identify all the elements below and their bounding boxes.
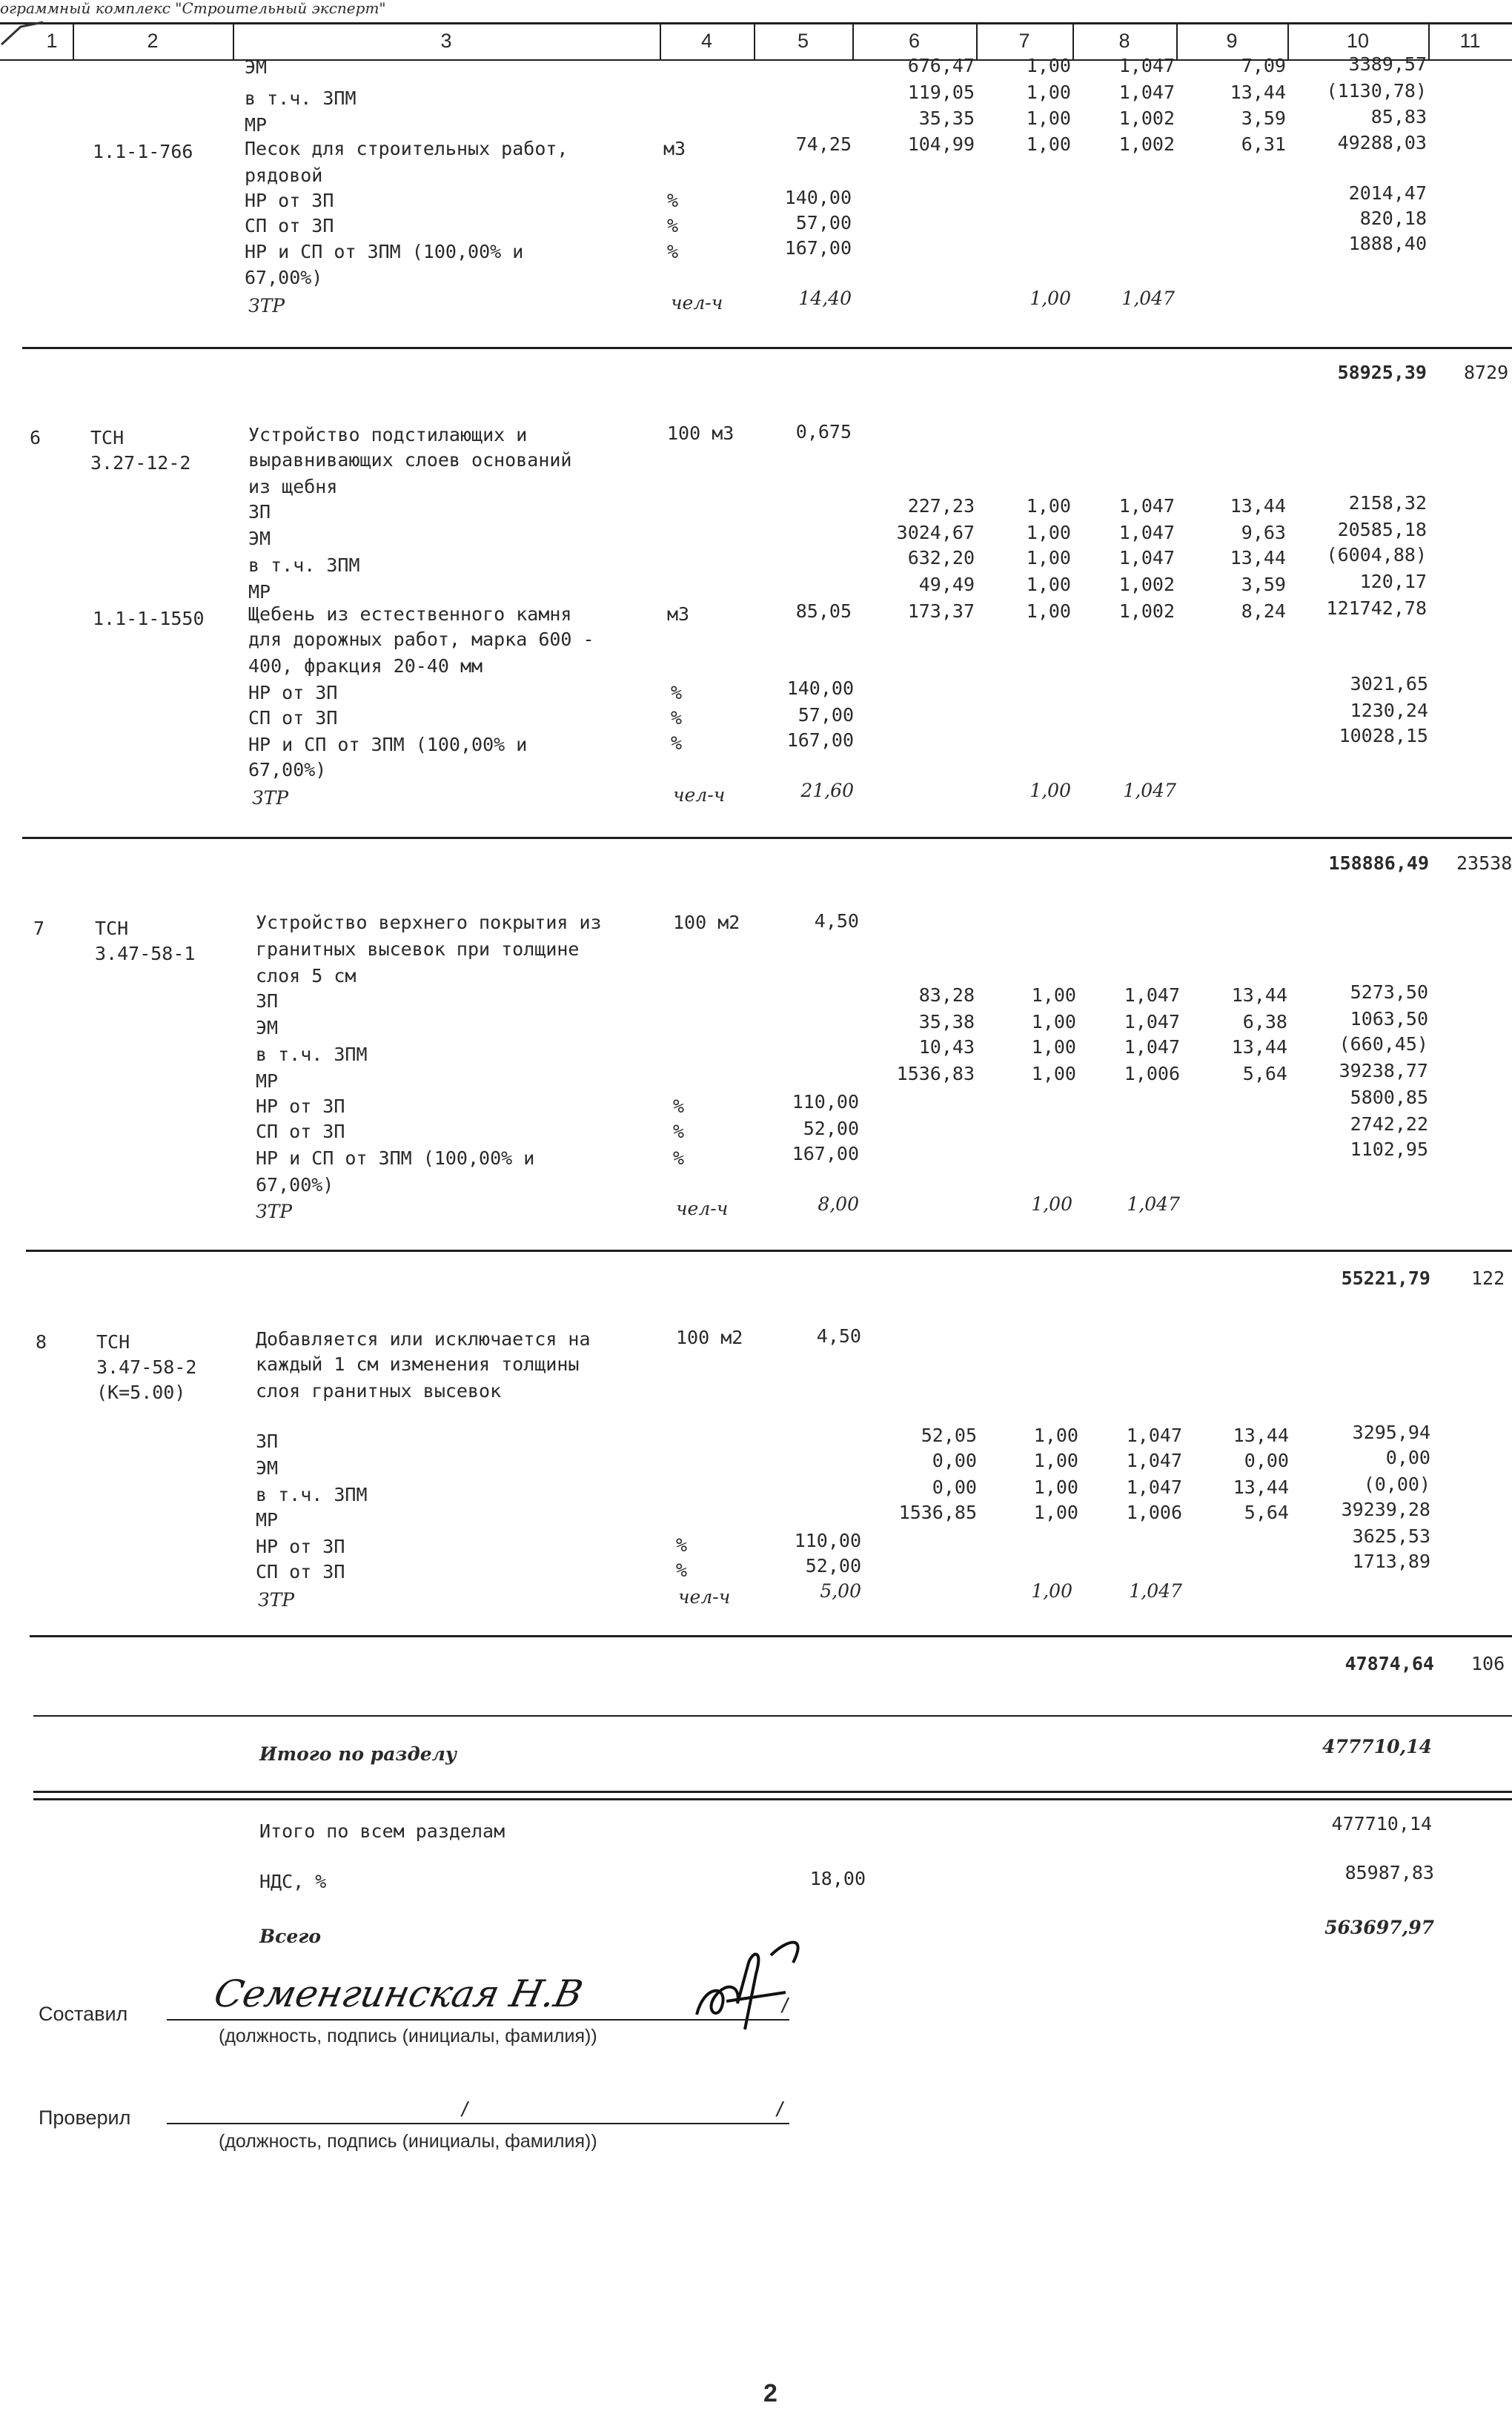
cell-c8: 1,047	[1118, 522, 1175, 543]
cell-c10: 1888,40	[1348, 233, 1427, 254]
cell-c7: 1,00	[1033, 1476, 1078, 1498]
cell-c7: 1,00	[1031, 1580, 1072, 1602]
checked-hint: (должность, подпись (инициалы, фамилия))	[219, 2131, 597, 2152]
cell-qty: 140,00	[784, 187, 852, 208]
cell-c8: 1,047	[1129, 1580, 1182, 1602]
cell-c7: 1,00	[1026, 107, 1071, 129]
cell-unit: %	[673, 1147, 685, 1169]
cell-c10: 820,18	[1359, 208, 1427, 229]
cell-c10: (660,45)	[1339, 1033, 1428, 1055]
row-name: ЗТР	[252, 787, 289, 809]
composed-label: Составил	[39, 2003, 128, 2025]
cell-c8: 1,002	[1118, 133, 1175, 155]
cell-c6: 1536,83	[896, 1063, 975, 1084]
cell-c7: 1,00	[1031, 1036, 1076, 1058]
item-title: каждый 1 см изменения толщины	[256, 1353, 580, 1375]
row-name: НР и СП от ЗПМ (100,00% и	[245, 241, 524, 262]
material-code: 1.1-1-766	[93, 141, 193, 162]
row-name: ЭМ	[245, 56, 268, 78]
section-rule	[22, 347, 1512, 349]
cell-c7: 1,00	[1026, 547, 1071, 569]
col-header-2: 2	[147, 30, 159, 52]
cell-c8: 1,047	[1126, 1425, 1182, 1446]
cell-c6: 119,05	[907, 82, 975, 103]
checked-label: Проверил	[39, 2107, 131, 2129]
cell-qty: 74,25	[795, 133, 852, 155]
cell-c10: 39239,28	[1341, 1499, 1430, 1520]
section-rule	[22, 837, 1512, 839]
cell-unit: %	[667, 215, 679, 236]
section-total-label: Итого по разделу	[259, 1743, 457, 1765]
cell-c9: 13,44	[1231, 1036, 1287, 1058]
cell-c10: 3295,94	[1352, 1422, 1430, 1443]
cell-qty: 14,40	[798, 288, 852, 309]
cell-c8: 1,047	[1123, 780, 1176, 801]
cell-c8: 1,002	[1118, 107, 1175, 129]
vat-rate: 18,00	[809, 1868, 866, 1889]
cell-c6: 49,49	[918, 574, 975, 595]
cell-c7: 1,00	[1031, 1063, 1076, 1084]
cell-qty: 57,00	[798, 704, 854, 726]
signature-scribble	[682, 1933, 830, 2052]
cell-qty: 85,05	[795, 600, 852, 622]
cell-qty: 57,00	[795, 212, 852, 233]
section-rule	[30, 1635, 1512, 1637]
cell-c10: 121742,78	[1326, 597, 1427, 619]
cell-qty: 167,00	[786, 729, 854, 751]
cell-c6: 52,05	[921, 1425, 977, 1446]
cell-unit: 100 м2	[673, 912, 740, 933]
item-title: Устройство верхнего покрытия из	[256, 912, 602, 933]
cell-c9: 5,64	[1244, 1502, 1289, 1523]
material-name: Щебень из естественного камня	[248, 603, 572, 625]
cell-c9: 13,44	[1230, 82, 1286, 103]
vat-label: НДС, %	[259, 1871, 327, 1892]
cell-unit: 100 м2	[676, 1327, 743, 1348]
composed-slash: /	[780, 1994, 792, 2015]
cell-c10: 5800,85	[1350, 1087, 1428, 1108]
checked-slash-1: /	[460, 2098, 471, 2119]
cell-c8: 1,047	[1127, 1193, 1180, 1215]
cell-qty: 5,00	[820, 1580, 861, 1602]
cell-c10: 20585,18	[1337, 519, 1427, 540]
double-rule	[33, 1791, 1512, 1793]
item-number: 7	[33, 918, 45, 939]
item-number: 6	[30, 427, 42, 448]
cell-c6: 35,38	[918, 1011, 975, 1032]
cell-qty: 167,00	[792, 1143, 859, 1164]
cell-qty: 4,50	[814, 910, 859, 932]
row-name: СП от ЗП	[256, 1121, 345, 1142]
cell-c8: 1,047	[1118, 82, 1175, 103]
col-header-9: 9	[1226, 30, 1238, 52]
cell-c6: 227,23	[907, 495, 975, 517]
col-header-5: 5	[797, 30, 809, 52]
row-name: ЭМ	[256, 1457, 279, 1479]
item-title: гранитных высевок при толщине	[256, 938, 580, 960]
section-total-11: 106	[1471, 1653, 1505, 1674]
col-header-8: 8	[1118, 30, 1130, 52]
cell-c7: 1,00	[1026, 495, 1071, 517]
cell-c7: 1,00	[1033, 1450, 1078, 1471]
cell-c8: 1,002	[1118, 600, 1175, 622]
cell-c10: 5273,50	[1350, 981, 1428, 1003]
item-title: из щебня	[248, 476, 338, 497]
section-total: 47874,64	[1344, 1653, 1434, 1674]
cell-c8: 1,047	[1118, 547, 1175, 569]
cell-c7: 1,00	[1026, 55, 1071, 76]
cell-c10: 1230,24	[1350, 700, 1428, 721]
cell-c8: 1,006	[1126, 1502, 1182, 1523]
item-code: 3.47-58-2	[96, 1356, 197, 1378]
cell-c8: 1,047	[1121, 288, 1175, 309]
material-name: Песок для строительных работ,	[245, 138, 568, 159]
row-name: ЭМ	[248, 528, 271, 549]
section-total: 158886,49	[1328, 852, 1429, 874]
section-total-11: 8729	[1464, 362, 1509, 383]
cell-c7: 1,00	[1033, 1425, 1078, 1446]
cell-c6: 173,37	[907, 600, 975, 622]
cell-c10: 2014,47	[1348, 182, 1427, 204]
cell-c9: 13,44	[1233, 1476, 1289, 1498]
cell-c9: 5,64	[1242, 1063, 1287, 1084]
col-header-3: 3	[440, 30, 452, 52]
cell-c8: 1,047	[1118, 495, 1175, 517]
item-code: 3.47-58-1	[95, 943, 196, 964]
section-total-11: 122	[1471, 1267, 1505, 1289]
cell-c7: 1,00	[1026, 82, 1071, 103]
row-name: 67,00%)	[245, 267, 323, 288]
cell-c6: 0,00	[932, 1476, 977, 1498]
cell-unit: чел-ч	[676, 1198, 729, 1219]
section-total-11: 23538	[1456, 852, 1512, 874]
cell-unit: %	[676, 1534, 688, 1556]
material-name: для дорожных работ, марка 600 -	[248, 629, 594, 650]
cell-c7: 1,00	[1026, 600, 1071, 622]
cell-c10: (6004,88)	[1326, 544, 1427, 566]
row-name: в т.ч. ЗПМ	[256, 1044, 368, 1065]
row-name: ЭМ	[256, 1017, 279, 1038]
cell-c6: 10,43	[918, 1036, 975, 1058]
cell-qty: 167,00	[784, 237, 852, 259]
double-rule	[33, 1798, 1512, 1800]
cell-c10: 1713,89	[1352, 1551, 1430, 1572]
composed-line	[167, 2019, 789, 2021]
cell-unit: м3	[663, 138, 686, 159]
row-name: НР от ЗП	[256, 1536, 345, 1557]
cell-c10: 3625,53	[1352, 1525, 1430, 1547]
cell-unit: чел-ч	[678, 1586, 731, 1608]
cell-c7: 1,00	[1031, 1011, 1076, 1032]
cell-c9: 13,44	[1231, 984, 1287, 1006]
cell-unit: %	[673, 1121, 685, 1142]
checked-line	[167, 2123, 789, 2124]
cell-c6: 104,99	[907, 133, 975, 155]
cell-qty: 52,00	[803, 1118, 859, 1139]
cell-c10: 2742,22	[1350, 1113, 1428, 1135]
cell-c10: (0,00)	[1363, 1474, 1430, 1495]
cell-c10: 120,17	[1359, 571, 1427, 592]
item-code: (К=5.00)	[96, 1382, 186, 1403]
cell-unit: чел-ч	[673, 784, 726, 806]
cell-c8: 1,047	[1124, 1036, 1180, 1058]
vat-value: 85987,83	[1344, 1862, 1434, 1883]
cell-c9: 6,31	[1241, 133, 1286, 155]
item-code: ТСН	[95, 918, 129, 939]
cell-c8: 1,047	[1126, 1450, 1182, 1471]
cell-qty: 21,60	[800, 780, 854, 801]
item-title: слоя гранитных высевок	[256, 1380, 502, 1402]
cell-c10: (1130,78)	[1326, 80, 1427, 102]
item-code: ТСН	[96, 1331, 130, 1353]
cell-c6: 1536,85	[898, 1502, 977, 1523]
material-name: рядовой	[245, 165, 323, 186]
cell-c9: 8,24	[1241, 600, 1286, 622]
row-name: НР и СП от ЗПМ (100,00% и	[248, 734, 528, 755]
item-title: выравнивающих слоев оснований	[248, 449, 572, 471]
row-name: 67,00%)	[256, 1174, 334, 1196]
cell-c10: 49288,03	[1337, 132, 1427, 153]
composed-hint: (должность, подпись (инициалы, фамилия))	[219, 2026, 597, 2046]
row-name: ЗТР	[248, 295, 285, 316]
col-header-10: 10	[1346, 30, 1370, 52]
cell-c10: 85,83	[1370, 106, 1427, 127]
page-number: 2	[763, 2379, 777, 2407]
row-name: НР от ЗП	[248, 682, 338, 703]
cell-unit: %	[671, 682, 683, 703]
section-total-value: 477710,14	[1322, 1736, 1432, 1757]
cell-c6: 83,28	[918, 984, 975, 1006]
material-code: 1.1-1-1550	[93, 608, 205, 629]
cell-c7: 1,00	[1026, 133, 1071, 155]
cell-c10: 3389,57	[1348, 53, 1427, 75]
item-code: ТСН	[90, 427, 125, 448]
cell-unit: м3	[667, 603, 690, 625]
cell-qty: 4,50	[816, 1325, 861, 1347]
col-header-7: 7	[1018, 30, 1030, 52]
col-header-11: 11	[1459, 30, 1481, 52]
row-name: СП от ЗП	[245, 215, 334, 236]
cell-c6: 676,47	[907, 55, 975, 76]
composed-signature: Семенгинская Н.В	[210, 1972, 587, 2015]
col-header-6: 6	[908, 30, 921, 52]
item-title: Устройство подстилающих и	[248, 424, 528, 445]
item-title: Добавляется или исключается на	[256, 1328, 591, 1350]
cell-c8: 1,006	[1124, 1063, 1180, 1084]
all-sections-value: 477710,14	[1331, 1813, 1432, 1834]
row-name: НР от ЗП	[245, 190, 334, 211]
all-sections-label: Итого по всем разделам	[259, 1820, 505, 1842]
cell-c8: 1,047	[1118, 55, 1175, 76]
row-name: 67,00%)	[248, 759, 327, 780]
cell-c9: 9,63	[1241, 522, 1286, 543]
cell-c10: 10028,15	[1339, 725, 1428, 746]
row-name: МР	[245, 114, 268, 136]
cell-qty: 140,00	[786, 677, 854, 699]
item-code: 3.27-12-2	[90, 452, 191, 474]
cell-c10: 2158,32	[1348, 492, 1427, 514]
cell-qty: 110,00	[792, 1091, 859, 1113]
cell-unit: %	[671, 732, 683, 754]
cell-unit: %	[667, 241, 679, 262]
row-name: в т.ч. ЗПМ	[248, 554, 360, 576]
cell-c9: 13,44	[1230, 547, 1286, 569]
cell-c7: 1,00	[1029, 288, 1071, 309]
cell-c8: 1,047	[1124, 1011, 1180, 1032]
row-name: в т.ч. ЗПМ	[245, 87, 357, 109]
section-total: 55221,79	[1341, 1267, 1430, 1289]
checked-slash-2: /	[775, 2098, 786, 2119]
cell-c9: 13,44	[1230, 495, 1286, 517]
item-title: слоя 5 см	[256, 965, 357, 987]
cell-c7: 1,00	[1029, 780, 1071, 801]
cell-c8: 1,047	[1124, 984, 1180, 1006]
row-name: в т.ч. ЗПМ	[256, 1484, 368, 1505]
col-header-4: 4	[700, 30, 713, 52]
cell-c7: 1,00	[1026, 574, 1071, 595]
program-name: ограммный комплекс "Строительный эксперт"	[0, 0, 386, 17]
cell-c6: 3024,67	[896, 522, 975, 543]
cell-c10: 1102,95	[1350, 1138, 1428, 1160]
cell-unit: %	[671, 707, 683, 729]
cell-c7: 1,00	[1031, 1193, 1072, 1215]
cell-c10: 1063,50	[1350, 1008, 1428, 1030]
cell-c7: 1,00	[1031, 984, 1076, 1006]
item-number: 8	[36, 1331, 47, 1353]
row-name: ЗП	[256, 990, 279, 1012]
summary-rule	[33, 1715, 1512, 1717]
row-name: МР	[256, 1509, 279, 1531]
row-name: ЗТР	[256, 1201, 293, 1222]
cell-c10: 0,00	[1385, 1447, 1430, 1468]
grand-total-value: 563697,97	[1324, 1917, 1434, 1938]
cell-c9: 13,44	[1233, 1425, 1289, 1446]
cell-unit: %	[667, 190, 679, 211]
cell-unit: чел-ч	[671, 292, 723, 314]
cell-c7: 1,00	[1026, 522, 1071, 543]
cell-c9: 0,00	[1244, 1450, 1289, 1471]
cell-c9: 3,59	[1241, 574, 1286, 595]
cell-c10: 39238,77	[1339, 1060, 1428, 1081]
cell-qty: 0,675	[795, 421, 852, 442]
cell-qty: 52,00	[805, 1555, 861, 1577]
cell-unit: %	[676, 1559, 688, 1581]
cell-c7: 1,00	[1033, 1502, 1078, 1523]
cell-qty: 110,00	[794, 1530, 861, 1551]
cell-unit: %	[673, 1096, 685, 1117]
row-name: ЗП	[256, 1431, 279, 1452]
cell-c9: 3,59	[1241, 107, 1286, 129]
row-name: МР	[256, 1070, 279, 1092]
cell-c9: 6,38	[1242, 1011, 1287, 1032]
cell-c6: 632,20	[907, 547, 975, 569]
cell-c6: 0,00	[932, 1450, 977, 1471]
cell-unit: 100 м3	[667, 422, 735, 444]
cell-c6: 35,35	[918, 107, 975, 129]
cell-c8: 1,047	[1126, 1476, 1182, 1498]
row-name: СП от ЗП	[256, 1561, 345, 1582]
row-name: МР	[248, 581, 271, 603]
header-top-rule	[0, 22, 1512, 24]
row-name: НР от ЗП	[256, 1096, 345, 1117]
section-rule	[26, 1250, 1512, 1252]
cell-c9: 7,09	[1241, 55, 1286, 76]
cell-qty: 8,00	[818, 1193, 859, 1215]
cell-c8: 1,002	[1118, 574, 1175, 595]
row-name: НР и СП от ЗПМ (100,00% и	[256, 1147, 535, 1169]
section-total: 58925,39	[1337, 362, 1427, 383]
grand-total-label: Всего	[259, 1926, 321, 1947]
row-name: ЗТР	[258, 1589, 295, 1611]
col-header-1: 1	[46, 30, 58, 52]
cell-c10: 3021,65	[1350, 673, 1428, 695]
material-name: 400, фракция 20-40 мм	[248, 655, 483, 677]
row-name: ЗП	[248, 501, 271, 523]
row-name: СП от ЗП	[248, 707, 338, 729]
